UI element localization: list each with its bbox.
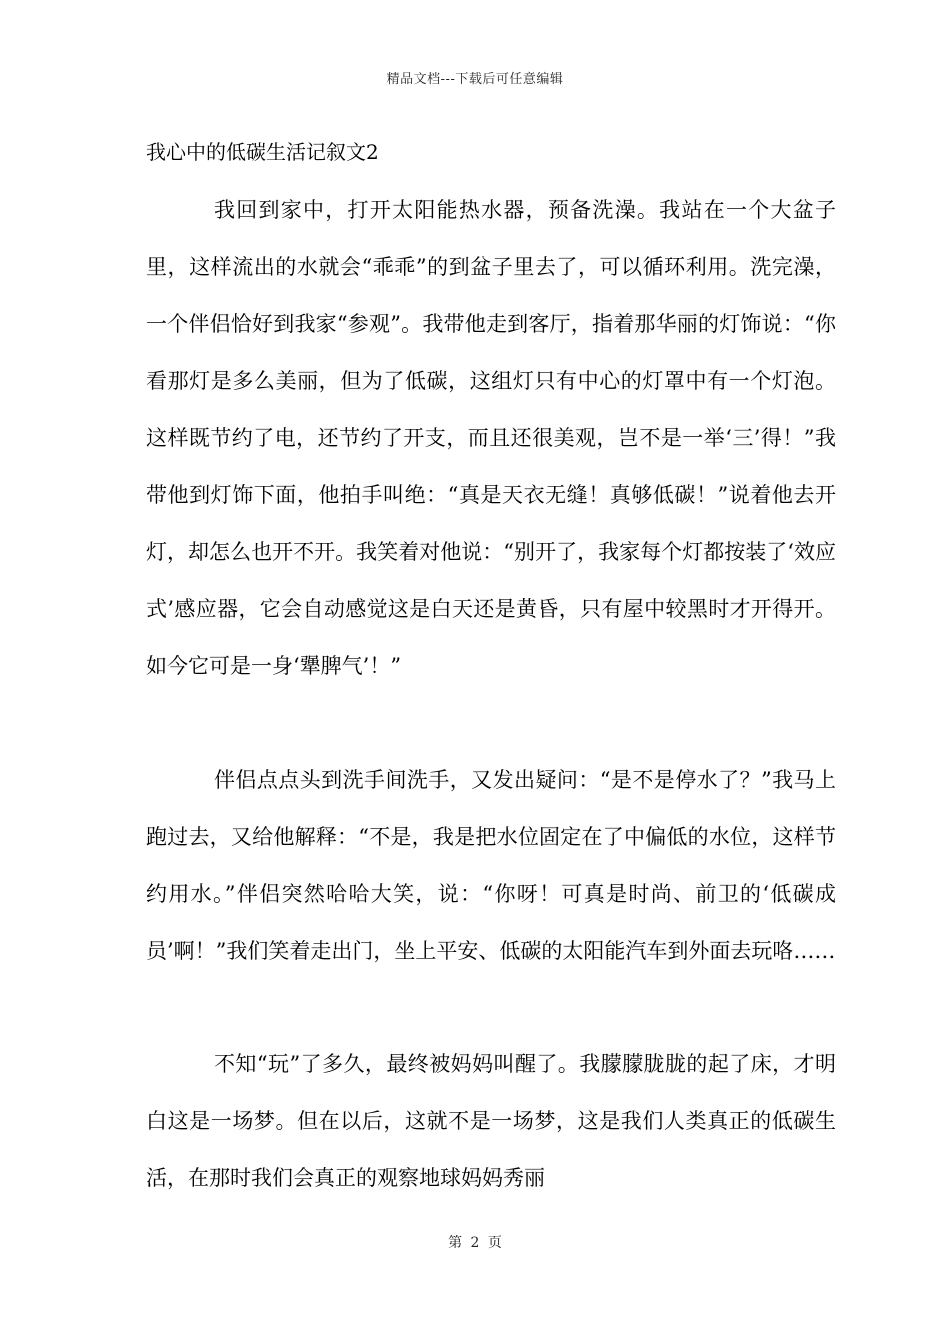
- page-header: 精品文档---下载后可任意编辑: [386, 72, 564, 87]
- page-number: 2: [470, 1235, 480, 1251]
- document-title: 我心中的低碳生活记叙文2: [146, 140, 379, 164]
- paragraph-2: 伴侣点点头到洗手间洗手，又发出疑问：“是不是停水了？”我马上跑过去，又给他解释：“不是，我是把水位固定在了中偏低的水位，这样节约用水。”伴侣突然哈哈大笑，说：“你呀！可真是时尚、前卫的‘低碳成员’啊！”我们笑着走出门，坐上平安、低碳的太阳能汽车到外面去玩咯……: [146, 768, 836, 963]
- page-number-suffix: 页: [487, 1235, 502, 1251]
- paragraph-1: 我回到家中，打开太阳能热水器，预备洗澡。我站在一个大盆子里，这样流出的水就会“乖乖”的到盆子里去了，可以循环利用。洗完澡，一个伴侣恰好到我家“参观”。我带他走到客厅，指着那华丽的灯饰说：“你看那灯是多么美丽，但为了低碳，这组灯只有中心的灯罩中有一个灯泡。这样既节约了电，还节约了开支，而且还很美观，岂不是一举‘三’得！”我带他到灯饰下面，他拍手叫绝：“真是天衣无缝！真够低碳！”说着他去开灯，却怎么也开不开。我笑着对他说：“别开了，我家每个灯都按装了‘效应式’感应器，它会自动感觉这是白天还是黄昏，只有屋中较黑时才开得开。如今它可是一身‘犟脾气’！”: [146, 198, 836, 678]
- page-footer: [0, 1232, 950, 1252]
- page-number-prefix: 第: [448, 1235, 463, 1251]
- paragraph-3: 不知“玩”了多久，最终被妈妈叫醒了。我朦朦胧胧的起了床，才明白这是一场梦。但在以后，这就不是一场梦，这是我们人类真正的低碳生活，在那时我们会真正的观察地球妈妈秀丽: [146, 1052, 836, 1190]
